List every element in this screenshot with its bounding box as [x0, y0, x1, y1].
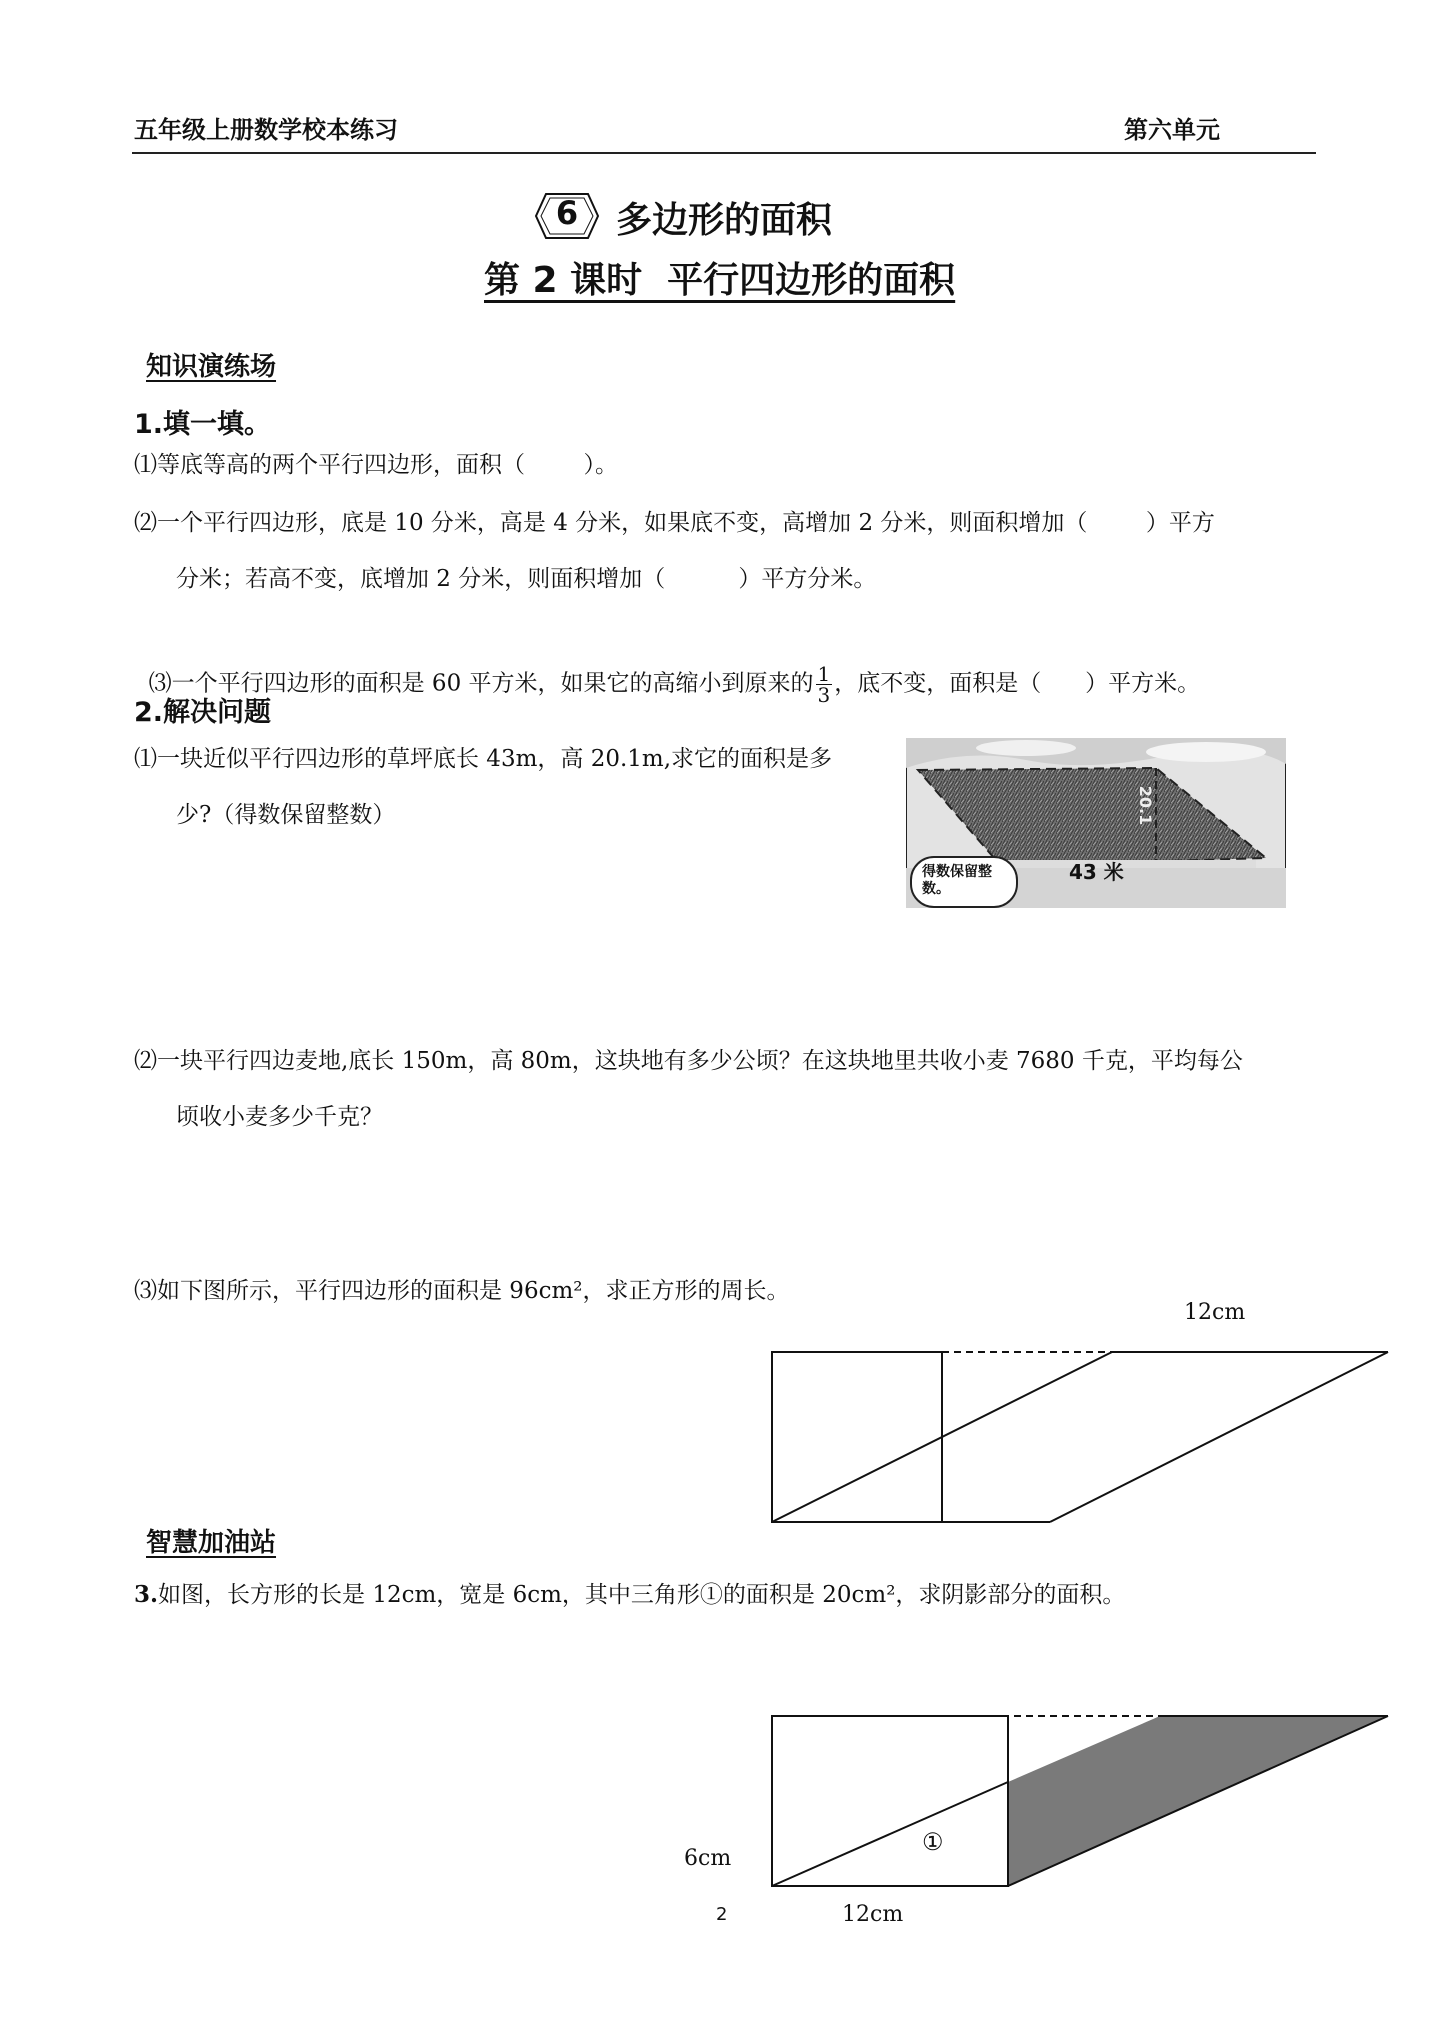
header-left: 五年级上册数学校本练习	[134, 116, 398, 144]
q2-part2-line2: 顷收小麦多少千克？	[176, 1104, 383, 1130]
header-rule	[132, 152, 1316, 154]
q1-part1: ⑴等底等高的两个平行四边形，面积（ ）。	[134, 452, 618, 478]
speech-bubble	[910, 856, 1018, 908]
q1-part3-after: ，底不变，面积是（ ）平方米。	[834, 670, 1201, 697]
photo-base-label: 43 米	[1069, 860, 1124, 884]
q1-part2-line2: 分米；若高不变，底增加 2 分米，则面积增加（ ）平方分米。	[176, 566, 877, 592]
q2-part1-line2: 少?（得数保留整数）	[176, 802, 396, 828]
figure2-diagonal	[772, 1782, 1008, 1886]
header-right: 第六单元	[1124, 116, 1220, 144]
speech-bubble-text: 得数保留整数。	[922, 864, 992, 897]
q3-text	[134, 1580, 1125, 1610]
lawn-photo	[906, 738, 1286, 908]
q1-part2-line1: ⑵一个平行四边形，底是 10 分米，高是 4 分米，如果底不变，高增加 2 分米，则面积增加（ ）平方	[134, 510, 1215, 536]
q3-number: 3.	[134, 1581, 159, 1608]
q1-heading: 1.填一填。	[134, 409, 272, 440]
figure2-length-label: 12cm	[842, 1902, 904, 1927]
q2-part3: ⑶如下图所示，平行四边形的面积是 96cm²，求正方形的周长。	[134, 1278, 790, 1304]
photo-height-label: 20.1	[1136, 785, 1156, 826]
figure1-square	[772, 1352, 942, 1522]
page-number: 2	[716, 1904, 728, 1925]
figure1-length-label: 12cm	[1184, 1300, 1246, 1325]
q1-part3	[134, 634, 1200, 705]
q2-part1-line1: ⑴一块近似平行四边形的草坪底长 43m，高 20.1m,求它的面积是多	[134, 746, 833, 772]
section-title-challenge: 智慧加油站	[146, 1528, 277, 1558]
unit-number: 6	[555, 194, 579, 232]
triangle-label: ①	[922, 1828, 944, 1856]
q2-part2-line1: ⑵一块平行四边麦地,底长 150m，高 80m，这块地有多少公顷？在这块地里共收小麦 7680 千克，平均每公	[134, 1048, 1243, 1074]
lesson-title: 第 2 课时 平行四边形的面积	[484, 260, 956, 301]
q1-part3-before: ⑶一个平行四边形的面积是 60 平方米，如果它的高缩小到原来的	[148, 670, 814, 697]
figure1-square-parallelogram	[760, 1340, 1400, 1530]
fraction-denominator: 3	[817, 683, 831, 707]
fraction-one-third	[816, 664, 833, 705]
q3-body: 如图，长方形的长是 12cm，宽是 6cm，其中三角形①的面积是 20cm²，求阴影部分的面积。	[158, 1582, 1126, 1608]
q2-heading: 2.解决问题	[134, 697, 272, 728]
section-title-practice: 知识演练场	[146, 352, 277, 382]
fraction-numerator: 1	[817, 662, 831, 686]
unit-number-badge	[534, 186, 600, 246]
unit-title: 多边形的面积	[616, 200, 833, 241]
figure2-width-label: 6cm	[684, 1846, 732, 1871]
figure1-parallelogram-right-side	[1050, 1352, 1388, 1522]
figure2-rectangle	[772, 1716, 1008, 1886]
figure2-rectangle-parallelogram	[760, 1700, 1400, 1900]
